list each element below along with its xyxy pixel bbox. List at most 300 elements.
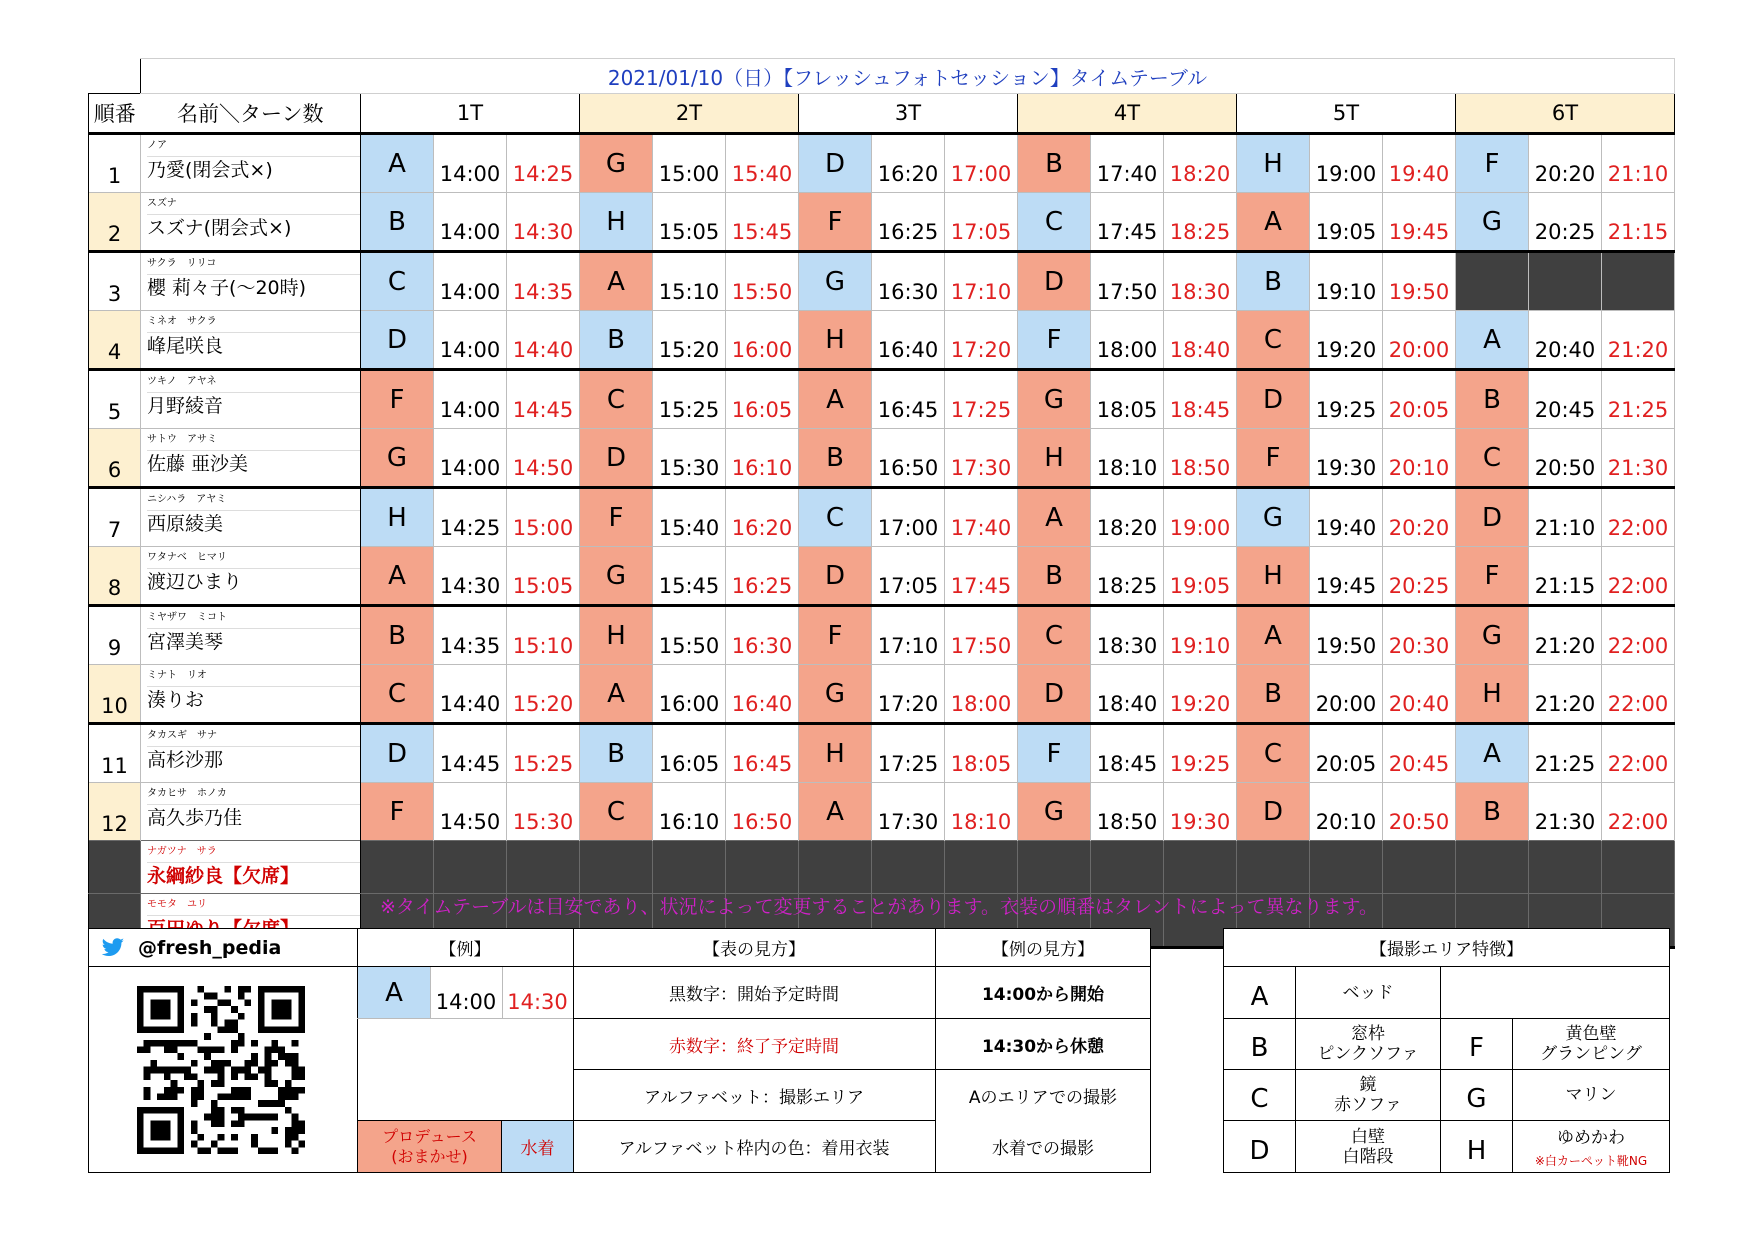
area-letter: H bbox=[580, 606, 653, 665]
start-time: 17:10 bbox=[872, 606, 945, 665]
start-time: 18:00 bbox=[1091, 311, 1164, 370]
start-time: 14:50 bbox=[434, 783, 507, 841]
start-time: 18:30 bbox=[1091, 606, 1164, 665]
end-time: 19:40 bbox=[1383, 134, 1456, 193]
area-letter: D bbox=[580, 429, 653, 488]
unavailable-cell bbox=[1602, 252, 1675, 311]
start-time: 20:50 bbox=[1529, 429, 1602, 488]
start-time: 14:00 bbox=[434, 429, 507, 488]
performer-name: 峰尾咲良 bbox=[147, 332, 360, 359]
timetable-title: 2021/01/10（日）【フレッシュフォトセッション】タイムテーブル bbox=[141, 59, 1675, 94]
performer-kana: ミナト リオ bbox=[147, 670, 207, 681]
performer-cell bbox=[141, 193, 361, 252]
area-letter: A bbox=[361, 134, 434, 193]
table-row bbox=[89, 783, 1675, 841]
row-number: 12 bbox=[89, 783, 141, 841]
start-time: 17:20 bbox=[872, 665, 945, 724]
start-time: 17:00 bbox=[872, 488, 945, 547]
end-time: 16:40 bbox=[726, 665, 799, 724]
area-letter: G bbox=[580, 547, 653, 606]
end-time: 17:00 bbox=[945, 134, 1018, 193]
row-number: 3 bbox=[89, 252, 141, 311]
end-time: 18:50 bbox=[1164, 429, 1237, 488]
area-letter: A bbox=[799, 783, 872, 841]
area-letter: C bbox=[361, 252, 434, 311]
start-time: 19:40 bbox=[1310, 488, 1383, 547]
unavailable-cell bbox=[507, 841, 580, 894]
end-time: 20:05 bbox=[1383, 370, 1456, 429]
end-time: 16:00 bbox=[726, 311, 799, 370]
area-letter: F bbox=[1456, 547, 1529, 606]
turn-header-3: 3T bbox=[799, 94, 1018, 134]
table-row bbox=[89, 252, 1675, 311]
area-letter: A bbox=[580, 665, 653, 724]
turn-header-1: 1T bbox=[361, 94, 580, 134]
area-features-header: 【撮影エリア特徴】 bbox=[1370, 939, 1523, 960]
unavailable-cell bbox=[580, 841, 653, 894]
start-time: 16:45 bbox=[872, 370, 945, 429]
area-code: F bbox=[1469, 1033, 1484, 1063]
end-time: 18:05 bbox=[945, 724, 1018, 783]
area-letter: G bbox=[1456, 193, 1529, 252]
performer-name: 永綱紗良【欠席】 bbox=[147, 862, 360, 889]
end-time: 17:40 bbox=[945, 488, 1018, 547]
end-time: 17:45 bbox=[945, 547, 1018, 606]
area-description: 黄色壁 グランピング bbox=[1540, 1024, 1642, 1064]
end-time: 22:00 bbox=[1602, 783, 1675, 841]
area-letter: A bbox=[580, 252, 653, 311]
start-time: 21:30 bbox=[1529, 783, 1602, 841]
table-row bbox=[89, 311, 1675, 370]
howto-black: 黒数字：開始予定時間 bbox=[669, 985, 839, 1005]
end-time: 15:10 bbox=[507, 606, 580, 665]
end-time: 18:45 bbox=[1164, 370, 1237, 429]
order-header: 順番 bbox=[89, 94, 141, 134]
end-time: 21:20 bbox=[1602, 311, 1675, 370]
start-time: 14:40 bbox=[434, 665, 507, 724]
start-time: 18:20 bbox=[1091, 488, 1164, 547]
example-letter: A bbox=[358, 967, 430, 1018]
row-number: 10 bbox=[89, 665, 141, 724]
unavailable-cell bbox=[872, 841, 945, 894]
performer-cell bbox=[141, 370, 361, 429]
area-letter: F bbox=[1018, 724, 1091, 783]
end-time: 17:50 bbox=[945, 606, 1018, 665]
unavailable-cell bbox=[1091, 841, 1164, 894]
area-letter: H bbox=[1237, 547, 1310, 606]
end-time: 15:30 bbox=[507, 783, 580, 841]
end-time: 15:00 bbox=[507, 488, 580, 547]
area-letter: B bbox=[1237, 665, 1310, 724]
start-time: 18:25 bbox=[1091, 547, 1164, 606]
area-letter: C bbox=[1018, 606, 1091, 665]
performer-kana: モモタ ユリ bbox=[147, 899, 207, 910]
start-time: 16:10 bbox=[653, 783, 726, 841]
start-time: 14:30 bbox=[434, 547, 507, 606]
start-time: 16:05 bbox=[653, 724, 726, 783]
start-time: 18:45 bbox=[1091, 724, 1164, 783]
area-letter: A bbox=[1456, 724, 1529, 783]
performer-kana: サクラ リリコ bbox=[147, 258, 217, 269]
performer-cell bbox=[141, 783, 361, 841]
area-letter: D bbox=[799, 134, 872, 193]
table-row bbox=[89, 429, 1675, 488]
area-code: H bbox=[1466, 1136, 1487, 1166]
end-time: 16:20 bbox=[726, 488, 799, 547]
start-time: 20:10 bbox=[1310, 783, 1383, 841]
end-time: 19:00 bbox=[1164, 488, 1237, 547]
area-letter: C bbox=[1456, 429, 1529, 488]
area-letter: B bbox=[1456, 370, 1529, 429]
twitter-icon bbox=[98, 934, 128, 962]
end-time: 21:30 bbox=[1602, 429, 1675, 488]
end-time: 19:50 bbox=[1383, 252, 1456, 311]
area-letter: H bbox=[799, 724, 872, 783]
row-number: 4 bbox=[89, 311, 141, 370]
performer-name: 乃愛(閉会式×) bbox=[147, 156, 360, 183]
start-time: 14:35 bbox=[434, 606, 507, 665]
table-row bbox=[89, 665, 1675, 724]
end-time: 20:40 bbox=[1383, 665, 1456, 724]
start-time: 15:25 bbox=[653, 370, 726, 429]
start-time: 15:10 bbox=[653, 252, 726, 311]
start-time: 20:45 bbox=[1529, 370, 1602, 429]
name-turn-header: 名前＼ターン数 bbox=[141, 94, 361, 134]
area-code: G bbox=[1466, 1084, 1487, 1114]
performer-name: 渡辺ひまり bbox=[147, 568, 360, 595]
unavailable-cell bbox=[1310, 841, 1383, 894]
area-letter: D bbox=[799, 547, 872, 606]
example-end-time: 14:30 bbox=[507, 989, 568, 1014]
area-letter: F bbox=[799, 606, 872, 665]
performer-name: 月野綾音 bbox=[147, 392, 360, 419]
area-letter: B bbox=[361, 606, 434, 665]
end-time: 19:05 bbox=[1164, 547, 1237, 606]
area-letter: C bbox=[580, 783, 653, 841]
end-time: 14:40 bbox=[507, 311, 580, 370]
end-time: 15:40 bbox=[726, 134, 799, 193]
start-time: 19:10 bbox=[1310, 252, 1383, 311]
howto-header: 【表の見方】 bbox=[703, 939, 805, 960]
area-letter: B bbox=[1237, 252, 1310, 311]
example-read-swimsuit: 水着での撮影 bbox=[992, 1139, 1094, 1159]
start-time: 17:25 bbox=[872, 724, 945, 783]
end-time: 18:40 bbox=[1164, 311, 1237, 370]
performer-kana: ミネオ サクラ bbox=[147, 316, 217, 327]
end-time: 22:00 bbox=[1602, 665, 1675, 724]
area-letter: F bbox=[799, 193, 872, 252]
area-letter: B bbox=[580, 724, 653, 783]
area-letter: B bbox=[1456, 783, 1529, 841]
unavailable-cell bbox=[1456, 841, 1529, 894]
end-time: 16:10 bbox=[726, 429, 799, 488]
end-time: 15:50 bbox=[726, 252, 799, 311]
end-time: 17:20 bbox=[945, 311, 1018, 370]
start-time: 20:40 bbox=[1529, 311, 1602, 370]
start-time: 16:00 bbox=[653, 665, 726, 724]
unavailable-cell bbox=[726, 841, 799, 894]
area-letter: C bbox=[1237, 311, 1310, 370]
example-header: 【例】 bbox=[439, 939, 491, 960]
area-letter: C bbox=[361, 665, 434, 724]
end-time: 14:50 bbox=[507, 429, 580, 488]
unavailable-cell bbox=[945, 841, 1018, 894]
row-number bbox=[89, 841, 141, 894]
start-time: 15:30 bbox=[653, 429, 726, 488]
performer-kana: スズナ bbox=[147, 198, 177, 209]
unavailable-cell bbox=[1237, 841, 1310, 894]
end-time: 17:05 bbox=[945, 193, 1018, 252]
end-time: 15:45 bbox=[726, 193, 799, 252]
performer-cell bbox=[141, 724, 361, 783]
area-letter: H bbox=[1456, 665, 1529, 724]
start-time: 15:40 bbox=[653, 488, 726, 547]
area-letter: G bbox=[1237, 488, 1310, 547]
end-time: 20:10 bbox=[1383, 429, 1456, 488]
start-time: 16:25 bbox=[872, 193, 945, 252]
area-letter: C bbox=[580, 370, 653, 429]
performer-kana: ワタナベ ヒマリ bbox=[147, 552, 227, 563]
performer-cell bbox=[141, 841, 361, 894]
start-time: 21:20 bbox=[1529, 665, 1602, 724]
area-letter: B bbox=[1018, 547, 1091, 606]
absent-row bbox=[89, 841, 1675, 894]
end-time: 18:30 bbox=[1164, 252, 1237, 311]
start-time: 21:10 bbox=[1529, 488, 1602, 547]
area-code: C bbox=[1250, 1084, 1269, 1114]
unavailable-cell bbox=[434, 841, 507, 894]
area-code: B bbox=[1250, 1033, 1269, 1063]
unavailable-cell bbox=[799, 841, 872, 894]
unavailable-cell bbox=[1602, 841, 1675, 894]
end-time: 20:50 bbox=[1383, 783, 1456, 841]
end-time: 20:20 bbox=[1383, 488, 1456, 547]
end-time: 18:20 bbox=[1164, 134, 1237, 193]
area-letter: G bbox=[1018, 783, 1091, 841]
unavailable-cell bbox=[1018, 841, 1091, 894]
start-time: 18:40 bbox=[1091, 665, 1164, 724]
end-time: 22:00 bbox=[1602, 606, 1675, 665]
area-h-note: ※白カーペット靴NG bbox=[1534, 1153, 1648, 1168]
row-number: 2 bbox=[89, 193, 141, 252]
area-description: ベッド bbox=[1342, 982, 1394, 1003]
end-time: 19:30 bbox=[1164, 783, 1237, 841]
timetable bbox=[88, 58, 1675, 949]
area-letter: D bbox=[1237, 783, 1310, 841]
area-letter: F bbox=[580, 488, 653, 547]
row-number: 9 bbox=[89, 606, 141, 665]
example-read-header: 【例の見方】 bbox=[992, 939, 1094, 960]
table-row bbox=[89, 193, 1675, 252]
area-letter: B bbox=[1018, 134, 1091, 193]
area-letter: G bbox=[361, 429, 434, 488]
howto-letter: アルファベット：撮影エリア bbox=[644, 1087, 864, 1108]
end-time: 20:00 bbox=[1383, 311, 1456, 370]
performer-name: 西原綾美 bbox=[147, 510, 360, 537]
area-letter: G bbox=[580, 134, 653, 193]
area-letter: F bbox=[361, 370, 434, 429]
start-time: 19:20 bbox=[1310, 311, 1383, 370]
end-time: 16:05 bbox=[726, 370, 799, 429]
performer-name: 高杉沙那 bbox=[147, 746, 360, 773]
end-time: 22:00 bbox=[1602, 724, 1675, 783]
end-time: 16:30 bbox=[726, 606, 799, 665]
area-letter: C bbox=[1018, 193, 1091, 252]
end-time: 17:30 bbox=[945, 429, 1018, 488]
start-time: 14:00 bbox=[434, 134, 507, 193]
area-code: A bbox=[1250, 981, 1269, 1012]
unavailable-cell bbox=[361, 841, 434, 894]
area-letter: D bbox=[361, 724, 434, 783]
performer-kana: ミヤザワ ミコト bbox=[147, 612, 227, 623]
unavailable-cell bbox=[1383, 841, 1456, 894]
row-number: 5 bbox=[89, 370, 141, 429]
unavailable-cell bbox=[1164, 841, 1237, 894]
area-letter: A bbox=[361, 547, 434, 606]
start-time: 16:40 bbox=[872, 311, 945, 370]
performer-cell bbox=[141, 429, 361, 488]
turn-header-6: 6T bbox=[1456, 94, 1675, 134]
performer-cell bbox=[141, 252, 361, 311]
qr-code[interactable] bbox=[137, 986, 305, 1154]
twitter-handle[interactable]: @fresh_pedia bbox=[138, 937, 282, 959]
unavailable-cell bbox=[1456, 252, 1529, 311]
area-description: マリン bbox=[1565, 1085, 1617, 1105]
start-time: 17:45 bbox=[1091, 193, 1164, 252]
end-time: 16:50 bbox=[726, 783, 799, 841]
turn-header-2: 2T bbox=[580, 94, 799, 134]
end-time: 22:00 bbox=[1602, 547, 1675, 606]
area-letter: H bbox=[1237, 134, 1310, 193]
row-number: 7 bbox=[89, 488, 141, 547]
example-read-area: Aのエリアでの撮影 bbox=[968, 1087, 1118, 1108]
table-row bbox=[89, 724, 1675, 783]
performer-kana: ツキノ アヤネ bbox=[147, 376, 217, 387]
area-code: D bbox=[1249, 1136, 1270, 1166]
table-row bbox=[89, 547, 1675, 606]
performer-cell bbox=[141, 665, 361, 724]
start-time: 19:25 bbox=[1310, 370, 1383, 429]
area-letter: D bbox=[1237, 370, 1310, 429]
performer-name: 宮澤美琴 bbox=[147, 628, 360, 655]
howto-red: 赤数字：終了予定時間 bbox=[669, 1036, 839, 1057]
area-letter: D bbox=[361, 311, 434, 370]
start-time: 15:45 bbox=[653, 547, 726, 606]
end-time: 16:45 bbox=[726, 724, 799, 783]
performer-name: 佐藤 亜沙美 bbox=[147, 450, 360, 477]
performer-kana: ノア bbox=[147, 140, 167, 151]
start-time: 17:40 bbox=[1091, 134, 1164, 193]
area-letter: C bbox=[799, 488, 872, 547]
end-time: 15:05 bbox=[507, 547, 580, 606]
start-time: 19:00 bbox=[1310, 134, 1383, 193]
area-letter: H bbox=[1018, 429, 1091, 488]
howto-color: アルファベット枠内の色：着用衣装 bbox=[618, 1139, 890, 1159]
start-time: 15:20 bbox=[653, 311, 726, 370]
example-read-start: 14:00から開始 bbox=[981, 985, 1105, 1005]
area-description: 鏡 赤ソファ bbox=[1334, 1075, 1402, 1115]
table-row bbox=[89, 370, 1675, 429]
end-time: 19:45 bbox=[1383, 193, 1456, 252]
start-time: 19:05 bbox=[1310, 193, 1383, 252]
performer-kana: サトウ アサミ bbox=[147, 434, 217, 445]
performer-name: スズナ(閉会式×) bbox=[147, 214, 360, 241]
area-letter: A bbox=[799, 370, 872, 429]
area-letter: B bbox=[799, 429, 872, 488]
area-description: 白壁 白階段 bbox=[1342, 1127, 1394, 1167]
start-time: 15:50 bbox=[653, 606, 726, 665]
area-letter: F bbox=[1237, 429, 1310, 488]
area-letter: G bbox=[799, 252, 872, 311]
produce-swatch: プロデュース (おまかせ) bbox=[358, 1121, 501, 1172]
start-time: 14:00 bbox=[434, 193, 507, 252]
table-row bbox=[89, 134, 1675, 193]
end-time: 18:00 bbox=[945, 665, 1018, 724]
area-letter: H bbox=[580, 193, 653, 252]
unavailable-cell bbox=[1529, 252, 1602, 311]
area-letter: F bbox=[1018, 311, 1091, 370]
start-time: 15:05 bbox=[653, 193, 726, 252]
end-time: 21:10 bbox=[1602, 134, 1675, 193]
start-time: 19:50 bbox=[1310, 606, 1383, 665]
end-time: 14:35 bbox=[507, 252, 580, 311]
area-letter: B bbox=[361, 193, 434, 252]
start-time: 14:25 bbox=[434, 488, 507, 547]
table-row bbox=[89, 606, 1675, 665]
row-number: 8 bbox=[89, 547, 141, 606]
area-letter: H bbox=[361, 488, 434, 547]
end-time: 15:20 bbox=[507, 665, 580, 724]
end-time: 14:45 bbox=[507, 370, 580, 429]
end-time: 18:25 bbox=[1164, 193, 1237, 252]
start-time: 21:15 bbox=[1529, 547, 1602, 606]
performer-cell bbox=[141, 311, 361, 370]
area-letter: A bbox=[1018, 488, 1091, 547]
performer-name: 湊りお bbox=[147, 686, 360, 713]
end-time: 14:30 bbox=[507, 193, 580, 252]
area-description: 窓枠 ピンクソファ bbox=[1317, 1024, 1419, 1064]
end-time: 17:10 bbox=[945, 252, 1018, 311]
row-number: 6 bbox=[89, 429, 141, 488]
turn-header-4: 4T bbox=[1018, 94, 1237, 134]
end-time: 18:10 bbox=[945, 783, 1018, 841]
area-letter: C bbox=[1237, 724, 1310, 783]
row-number: 11 bbox=[89, 724, 141, 783]
start-time: 20:00 bbox=[1310, 665, 1383, 724]
area-description: ゆめかわ bbox=[1557, 1128, 1625, 1148]
start-time: 20:20 bbox=[1529, 134, 1602, 193]
turn-header-5: 5T bbox=[1237, 94, 1456, 134]
start-time: 19:45 bbox=[1310, 547, 1383, 606]
start-time: 14:00 bbox=[434, 311, 507, 370]
end-time: 20:30 bbox=[1383, 606, 1456, 665]
performer-cell bbox=[141, 134, 361, 193]
start-time: 14:00 bbox=[434, 370, 507, 429]
end-time: 19:20 bbox=[1164, 665, 1237, 724]
area-letter: A bbox=[1237, 606, 1310, 665]
area-letter: G bbox=[799, 665, 872, 724]
start-time: 16:50 bbox=[872, 429, 945, 488]
performer-kana: ナガツナ サラ bbox=[147, 846, 217, 857]
start-time: 21:20 bbox=[1529, 606, 1602, 665]
row-number: 1 bbox=[89, 134, 141, 193]
end-time: 21:25 bbox=[1602, 370, 1675, 429]
end-time: 17:25 bbox=[945, 370, 1018, 429]
start-time: 16:30 bbox=[872, 252, 945, 311]
start-time: 17:05 bbox=[872, 547, 945, 606]
end-time: 19:25 bbox=[1164, 724, 1237, 783]
area-letter: A bbox=[1237, 193, 1310, 252]
